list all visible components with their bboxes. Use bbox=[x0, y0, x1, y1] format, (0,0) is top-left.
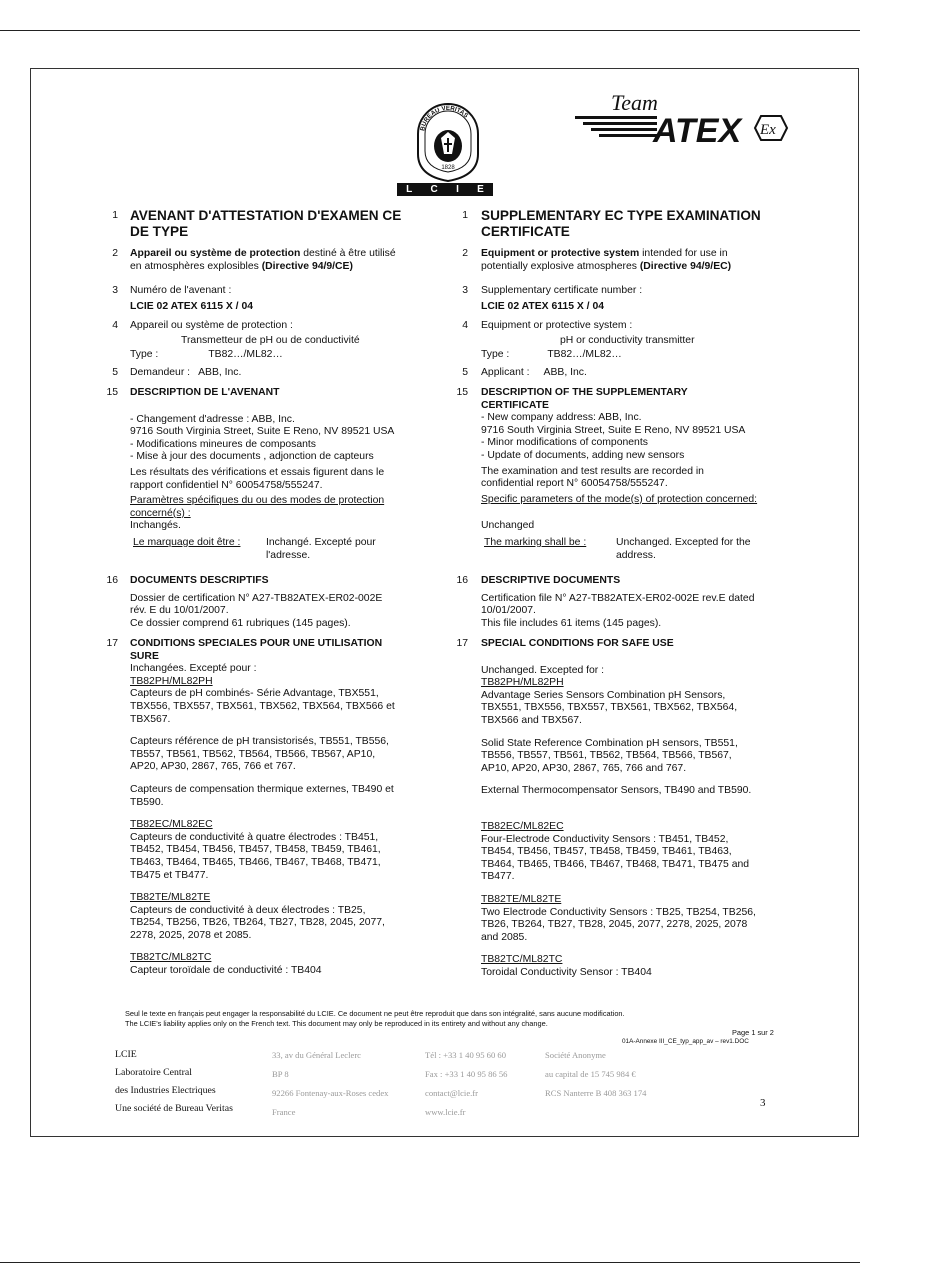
svg-text:Ex: Ex bbox=[760, 122, 776, 138]
team-atex-logo-icon bbox=[575, 88, 790, 154]
fr-equipment-intro: Appareil ou système de protection destiné à être utilisé en atmosphères explosibles (Directive 94/9/CE) bbox=[130, 248, 396, 272]
section-number: 15 bbox=[106, 387, 118, 398]
section-number: 2 bbox=[112, 248, 118, 259]
svg-text:1828: 1828 bbox=[441, 165, 455, 171]
corner-mark: 3 bbox=[760, 1097, 766, 1109]
en-conditions-section: SPECIAL CONDITIONS FOR SAFE USE Unchanged. Excepted for : TB82PH/ML82PH Advantage Series Sensors Combination pH Sensors, TBX551, TBX556, TBX557, TBX561, TBX562, TBX564, TBX566 and TBX567. Solid State Reference Combination pH sensors, TB551, TB556, TB557, TB561, TB562, TB564, TB566, TB567, AP10, AP20, AP30, 2867, 765, 766 and 767. External Thermocompensator Sensors, TB490 and TB590. TB82EC/ML82EC Four-Electrode Conductivity Sensors : TB451, TB452, TB454, TB456, TB457, TB458, TB459, TB461, TB463, TB464, TB465, TB466, TB467, TB468, TB471, TB475 and TB477. TB82TE/ML82TE Two Electrode Conductivity Sensors : TB25, TB254, TB256, TB26, TB264, TB27, TB28, 2045, 2077, 2278, 2025, 2078 and 2085. TB82TC/ML82TC Toroidal Conductivity Sensor : TB404 bbox=[481, 638, 756, 978]
bottom-rule bbox=[0, 1262, 860, 1263]
section-number: 5 bbox=[462, 367, 468, 378]
fr-equipment-type: Appareil ou système de protection : Transmetteur de pH ou de conductivité Type : TB82…/ML82… bbox=[130, 320, 360, 361]
fr-certificate-number: Numéro de l'avenant : LCIE 02 ATEX 6115 X / 04 bbox=[130, 285, 254, 312]
page-number: Page 1 sur 2 bbox=[732, 1028, 774, 1037]
lcie-logo-bar bbox=[397, 183, 493, 196]
section-number: 3 bbox=[462, 285, 468, 296]
fr-certificate-title: AVENANT D'ATTESTATION D'EXAMEN CE DE TYPE bbox=[130, 208, 402, 239]
en-certificate-number: Supplementary certificate number : LCIE 02 ATEX 6115 X / 04 bbox=[481, 285, 643, 312]
top-rule bbox=[0, 30, 860, 31]
legal-block: Société Anonyme au capital de 15 745 984 € RCS Nanterre B 408 363 174 bbox=[545, 1050, 647, 1098]
company-block: LCIE Laboratoire Central des Industries Electriques Une société de Bureau Veritas bbox=[115, 1049, 233, 1114]
svg-text:Team: Team bbox=[611, 90, 658, 115]
fr-conditions-section: CONDITIONS SPECIALES POUR UNE UTILISATION SURE Inchangées. Excepté pour : TB82PH/ML82PH Capteurs de pH combinés- Série Advantage, TBX551, TBX556, TBX557, TBX561, TBX562, TBX564, TBX566 et TBX567. Capteurs référence de pH transistorisés, TB551, TB556, TB557, TB561, TB562, TB564, TB566, TB567, AP10, AP20, AP30, 2867, 765, 766 et 767. Capteurs de compensation thermique externes, TB490 et TB590. TB82EC/ML82EC Capteurs de conductivité à quatre électrodes : TB451, TB452, TB454, TB456, TB457, TB458, TB459, TB461, TB463, TB464, TB465, TB466, TB467, TB468, TB471, TB475 et TB477. TB82TE/ML82TE Capteurs de conductivité à deux électrodes : TB25, TB254, TB256, TB26, TB264, TB27, TB28, 2045, 2077, 2278, 2025, 2078 et 2085. TB82TC/ML82TC Capteur toroïdale de conductivité : TB404 bbox=[130, 638, 395, 977]
fr-description-section: DESCRIPTION DE L'AVENANT - Changement d'adresse : ABB, Inc. 9716 South Virginia Street, Suite E Reno, NV 89521 USA - Modifications mineures de composants - Mise à jour des documents , adjonction de capteurs Les résultats des vérifications et essais figurent dans le rapport confidentiel N° 60054758/555247. Paramètres spécifiques du ou des modes de protection concerné(s) : Inchangés. Le marquage doit être : Inchangé. Excepté pour l'adresse. bbox=[130, 387, 395, 561]
section-number: 16 bbox=[106, 575, 118, 586]
en-certificate-title: SUPPLEMENTARY EC TYPE EXAMINATION CERTIFICATE bbox=[481, 208, 761, 239]
section-number: 1 bbox=[112, 210, 118, 221]
lcie-letter: L bbox=[406, 184, 413, 195]
fr-documents-section: DOCUMENTS DESCRIPTIFS Dossier de certification N° A27-TB82ATEX-ER02-002E rév. E du 10/01/2007. Ce dossier comprend 61 rubriques (145 pages). bbox=[130, 575, 383, 629]
section-number: 16 bbox=[456, 575, 468, 586]
en-applicant: Applicant : ABB, Inc. bbox=[481, 367, 587, 378]
lcie-letter: E bbox=[477, 184, 484, 195]
en-description-section: DESCRIPTION OF THE SUPPLEMENTARY CERTIFICATE - New company address: ABB, Inc. 9716 South Virginia Street, Suite E Reno, NV 89521 USA - Minor modifications of components - Update of documents, adding new sensors The examination and test results are recorded in confidential report N° 60054758/555247. Specific parameters of the mode(s) of protection concerned: Unchanged The marking shall be : Unchanged. Excepted for the address. bbox=[481, 387, 758, 561]
fr-applicant: Demandeur : ABB, Inc. bbox=[130, 367, 242, 378]
section-number: 17 bbox=[456, 638, 468, 649]
section-number: 3 bbox=[112, 285, 118, 296]
en-equipment-type: Equipment or protective system : pH or conductivity transmitter Type : TB82…/ML82… bbox=[481, 320, 695, 361]
address-block: 33, av du Général Leclerc BP 8 92266 Fontenay-aux-Roses cedex France bbox=[272, 1050, 389, 1117]
lcie-letter: C bbox=[430, 184, 438, 195]
svg-text:ATEX: ATEX bbox=[653, 112, 742, 150]
section-number: 4 bbox=[112, 320, 118, 331]
bureau-veritas-seal-icon bbox=[414, 88, 482, 183]
lcie-letter: I bbox=[456, 184, 459, 195]
section-number: 15 bbox=[456, 387, 468, 398]
svg-text:BUREAU VERITAS: BUREAU VERITAS bbox=[419, 104, 470, 132]
section-number: 5 bbox=[112, 367, 118, 378]
disclaimer-en: The LCIE's liability applies only on the French text. This document may only be reproduced in its entirety and without any change. bbox=[125, 1019, 548, 1028]
en-equipment-intro: Equipment or protective system intended for use in potentially explosive atmospheres (Directive 94/9/EC) bbox=[481, 248, 732, 272]
section-number: 1 bbox=[462, 210, 468, 221]
section-number: 2 bbox=[462, 248, 468, 259]
document-reference: 01A-Annexe III_CE_typ_app_av – rev1.DOC bbox=[622, 1038, 749, 1045]
disclaimer-fr: Seul le texte en français peut engager la responsabilité du LCIE. Ce document ne peut être reproduit que dans son intégralité, sans aucune modification. bbox=[125, 1009, 625, 1018]
section-number: 4 bbox=[462, 320, 468, 331]
contact-block: Tél : +33 1 40 95 60 60 Fax : +33 1 40 95 86 56 contact@lcie.fr www.lcie.fr bbox=[425, 1050, 508, 1117]
en-documents-section: DESCRIPTIVE DOCUMENTS Certification file N° A27-TB82ATEX-ER02-002E rev.E dated 10/01/2007. This file includes 61 items (145 pages). bbox=[481, 575, 755, 629]
section-number: 17 bbox=[106, 638, 118, 649]
